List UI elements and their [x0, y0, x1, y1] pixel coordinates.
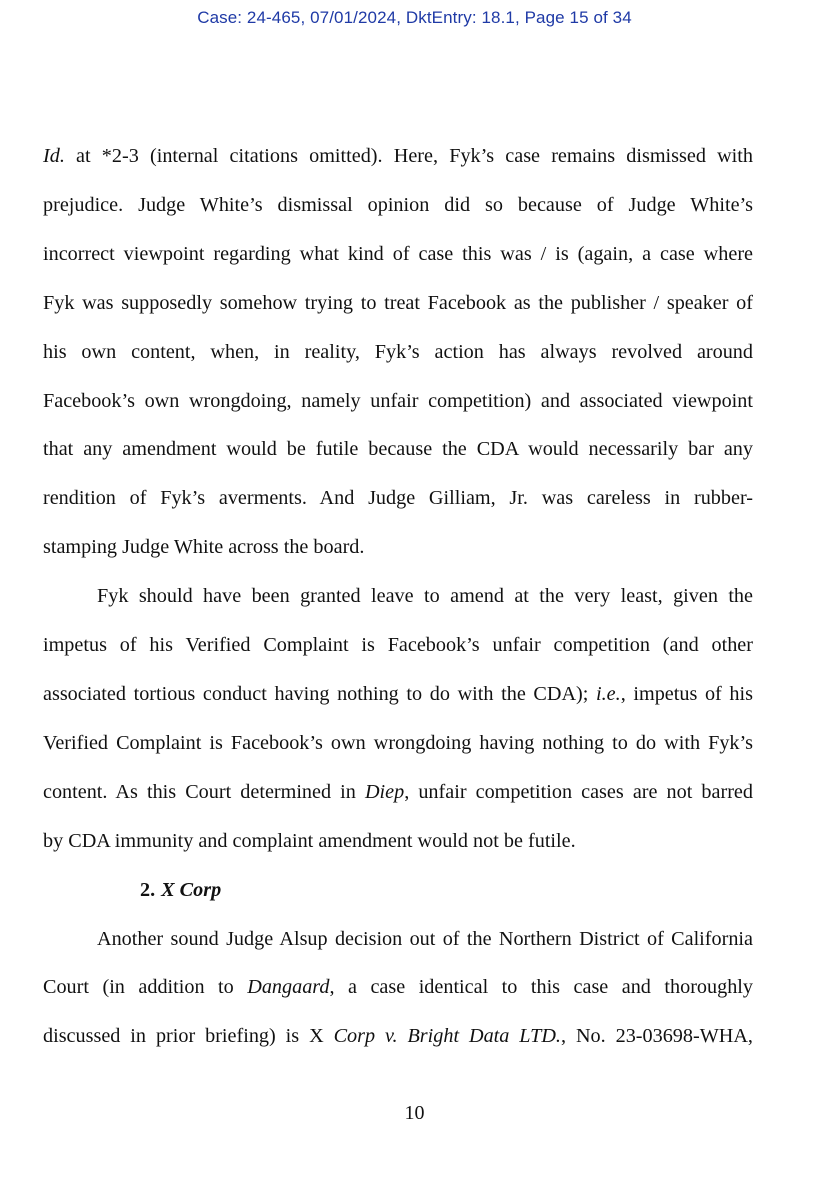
text-line: that any amendment would be futile because the CDA would necessarily bar any: [43, 438, 753, 461]
case-name-italic: Diep: [364, 780, 405, 803]
text-line: his own content, when, in reality, Fyk’s action has always revolved around: [43, 340, 753, 363]
case-header: Case: 24-465, 07/01/2024, DktEntry: 18.1, Page 15 of 34: [197, 8, 632, 27]
text-line: discussed in prior briefing) is X Corp v. Bright Data LTD., No. 23-03698-WHA,: [43, 1025, 753, 1048]
text-line: impetus of his Verified Complaint is Facebook’s unfair competition (and other: [43, 634, 753, 657]
text-line: stamping Judge White across the board.: [43, 536, 365, 559]
text-line: by CDA immunity and complaint amendment would not be futile.: [43, 829, 576, 852]
case-name-italic: Corp v. Bright Data LTD.: [333, 1025, 561, 1048]
section-heading: [43, 866, 753, 915]
paragraph-3: [43, 915, 753, 1062]
text-line: Verified Complaint is Facebook’s own wrongdoing having nothing to do with Fyk’s: [43, 731, 753, 754]
text-line: Facebook’s own wrongdoing, namely unfair competition) and associated viewpoint: [43, 389, 753, 412]
italic-abbrev: i.e.: [596, 682, 621, 705]
text-line: associated tortious conduct having nothing to do with the CDA); i.e., impetus of his: [43, 682, 753, 705]
text-line: Court (in addition to Dangaard, a case identical to this case and thoroughly: [43, 976, 753, 999]
text-line: Fyk should have been granted leave to amend at the very least, given the: [97, 585, 753, 608]
text-line: Id. at *2-3 (internal citations omitted). Here, Fyk’s case remains dismissed with: [43, 145, 753, 167]
citation-italic: Id.: [43, 145, 65, 167]
paragraph-1: [43, 132, 753, 572]
page-number: 10: [404, 1102, 425, 1124]
text-line: rendition of Fyk’s averments. And Judge Gilliam, Jr. was careless in rubber-: [43, 487, 753, 510]
paragraph-2: [43, 572, 753, 865]
text-line: Fyk was supposedly somehow trying to treat Facebook as the publisher / speaker of: [43, 291, 753, 314]
text-line: Another sound Judge Alsup decision out of the Northern District of California: [97, 927, 753, 950]
text-line: incorrect viewpoint regarding what kind of case this was / is (again, a case where: [43, 242, 753, 265]
section-title: X Corp: [161, 878, 222, 901]
text-line: content. As this Court determined in Diep, unfair competition cases are not barred: [43, 780, 753, 803]
body-text: [43, 132, 753, 1061]
case-name-italic: Dangaard: [247, 976, 330, 999]
section-number: 2.: [140, 878, 156, 901]
text-line: prejudice. Judge White’s dismissal opinion did so because of Judge White’s: [43, 193, 753, 216]
